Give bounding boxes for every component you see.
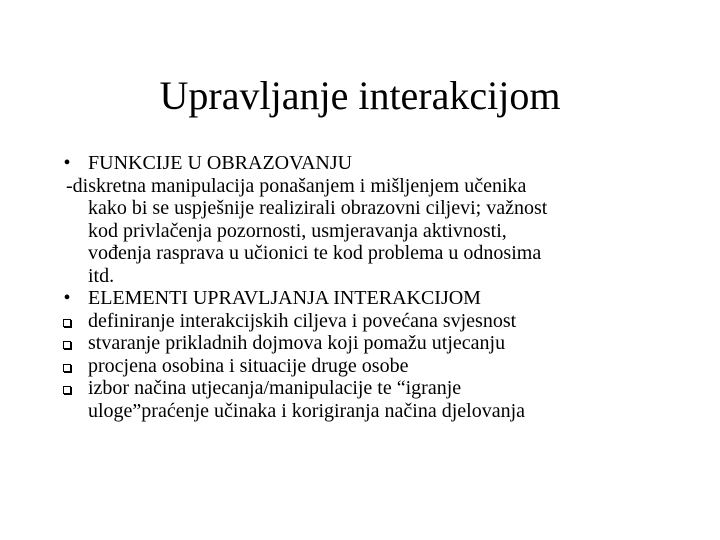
- checkbox-bullet-icon: [58, 310, 76, 333]
- bullet-text: FUNKCIJE U OBRAZOVANJU: [88, 152, 353, 174]
- checkbox-bullet-icon: [58, 355, 76, 378]
- checkbox-item-text: uloge”praćenje učinaka i korigiranja načina djelovanja: [88, 399, 526, 422]
- checkbox-item-text: procjena osobina i situacije druge osobe: [88, 354, 409, 377]
- checkbox-item-dojmovi: [0, 332, 648, 355]
- bullet-icon: •: [63, 287, 71, 309]
- checkbox-item-text: definiranje interakcijskih ciljeva i povećana svjesnost: [88, 309, 517, 332]
- paragraph-line: itd.: [88, 264, 115, 287]
- checkbox-item-izbor: [0, 377, 648, 422]
- checkbox-item-ciljevi: [0, 310, 648, 333]
- paragraph-funkcije: [0, 175, 648, 288]
- paragraph-line: kod privlačenja pozornosti, usmjeravanja aktivnosti,: [88, 219, 507, 242]
- slide-title: Upravljanje interakcijom: [159, 73, 561, 118]
- bullet-item-elementi: [0, 287, 648, 310]
- checkbox-bullet-icon: [58, 377, 76, 400]
- paragraph-line: kako bi se uspješnije realizirali obrazovni ciljevi; važnost: [88, 197, 548, 219]
- paragraph-line: -diskretna manipulacija ponašanjem i mišljenjem učenika: [66, 174, 527, 197]
- bullet-text: ELEMENTI UPRAVLJANJA INTERAKCIJOM: [88, 287, 481, 309]
- paragraph-line: vođenja rasprava u učionici te kod problema u odnosima: [88, 242, 542, 264]
- bullet-item-funkcije: [0, 152, 648, 175]
- checkbox-item-text: stvaranje prikladnih dojmova koji pomažu utjecanju: [88, 332, 506, 354]
- checkbox-item-text: izbor načina utjecanja/manipulacije te “igranje: [88, 377, 462, 399]
- checkbox-item-procjena: [0, 355, 648, 378]
- bullet-icon: •: [63, 152, 71, 174]
- checkbox-bullet-icon: [58, 332, 76, 355]
- slide-body: [0, 152, 720, 422]
